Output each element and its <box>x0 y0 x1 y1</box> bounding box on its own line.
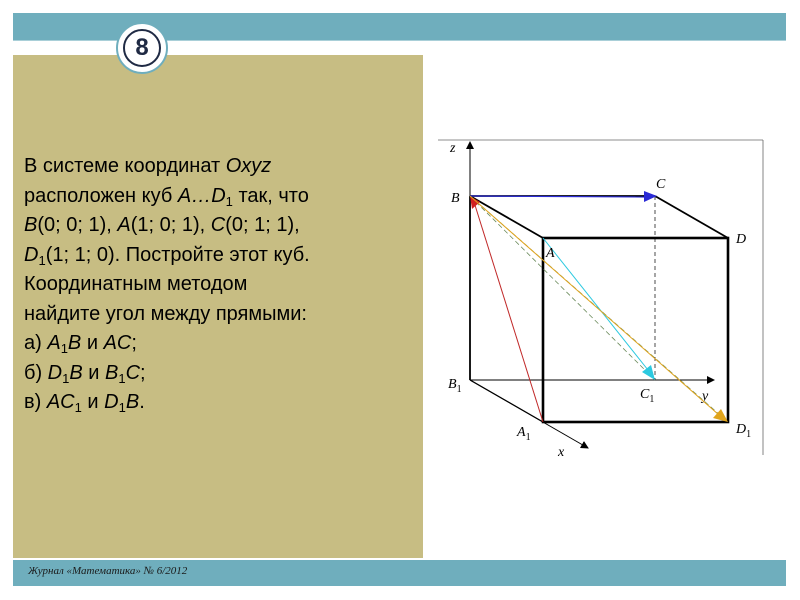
edge-ba <box>470 196 543 238</box>
task-a <box>24 329 416 359</box>
vertex-d1-label: $D_1$ <box>736 422 752 440</box>
slide-number: 8 <box>123 29 161 67</box>
task-c-prefix: в) <box>24 391 47 413</box>
task-b-line1-rest: B <box>69 361 83 384</box>
problem-text <box>24 152 416 418</box>
task-a-and: и <box>81 332 104 354</box>
dashed-diagonal-bc1 <box>470 196 655 380</box>
edge-cd <box>655 196 728 238</box>
vector-bd1-head <box>713 409 728 422</box>
task-b <box>24 359 416 389</box>
point-a: A <box>117 214 131 236</box>
task-c-line1-sub: 1 <box>74 400 82 415</box>
point-d1: D <box>24 243 39 266</box>
task-b-line2-rest: C <box>125 361 141 384</box>
problem-line-5: Координатным методом <box>24 273 248 295</box>
vertex-b-label: B <box>451 191 460 206</box>
task-b-line1-sub: 1 <box>62 370 70 386</box>
problem-line-4 <box>24 241 416 271</box>
task-c-end: . <box>139 391 145 413</box>
vertex-c1-label: $C_1$ <box>640 387 655 405</box>
footer-source: Журнал «Математика» № 6/2012 <box>28 565 188 577</box>
text-cube-sub: 1 <box>225 193 233 209</box>
task-b-and: и <box>82 361 105 384</box>
point-b: B <box>24 214 38 236</box>
task-a-line1-sub: 1 <box>60 341 68 356</box>
text-system: Oxyz <box>225 155 272 177</box>
problem-line-1 <box>24 152 416 182</box>
task-a-line1: A <box>47 332 61 354</box>
cube-figure <box>438 130 768 460</box>
vertex-c-label: C <box>656 177 666 192</box>
vector-ac1 <box>543 238 648 370</box>
task-a-line2: AC <box>103 332 132 354</box>
task-c-and: и <box>81 391 105 413</box>
task-a-line1-rest: B <box>67 332 82 354</box>
coords-a: (1; 0; 1), <box>130 214 211 236</box>
vertex-a-label: A <box>546 246 555 261</box>
task-c-line1: AC <box>46 391 75 413</box>
face-front <box>543 238 728 422</box>
task-c-line2: D <box>104 391 119 413</box>
point-c: C <box>210 214 226 236</box>
task-c-line2-sub: 1 <box>118 400 126 415</box>
task-c <box>24 388 416 418</box>
y-axis-label: y <box>702 389 709 404</box>
task-a-end: ; <box>131 332 137 354</box>
task-a-prefix: а) <box>24 332 48 354</box>
task-c-line2-rest: B <box>125 391 140 413</box>
text-intro: В системе координат <box>24 155 226 177</box>
slide-number-badge <box>116 22 168 74</box>
vector-a1b <box>474 202 543 422</box>
task-b-line2: B <box>105 361 119 384</box>
vector-bc-head <box>644 191 657 202</box>
x-axis-label: x <box>558 445 565 460</box>
coords-b: (0; 0; 1), <box>37 214 118 236</box>
vector-ac1-head <box>642 365 655 380</box>
vertex-d-label: D <box>736 232 747 247</box>
z-axis-label: z <box>450 141 456 156</box>
problem-line-6: найдите угол между прямыми: <box>24 302 307 325</box>
text-located: расположен куб <box>24 184 178 207</box>
task-b-end: ; <box>140 361 146 384</box>
text-cube: A…D <box>177 184 226 207</box>
task-b-line1: D <box>47 361 63 384</box>
problem-line-3 <box>24 211 416 241</box>
task-b-line2-sub: 1 <box>118 370 126 386</box>
problem-line-2 <box>24 182 416 212</box>
coords-d1: (1; 1; 0). Постройте этот куб. <box>45 243 310 266</box>
text-so-that: так, что <box>232 184 309 207</box>
coords-c: (0; 1; 1), <box>225 214 300 236</box>
vector-bd1 <box>470 196 719 415</box>
vertex-a1-label: $A_1$ <box>517 425 531 443</box>
task-b-prefix: б) <box>24 361 48 384</box>
vertex-b1-label: $B_1$ <box>448 377 462 395</box>
point-d1-sub: 1 <box>38 252 46 268</box>
